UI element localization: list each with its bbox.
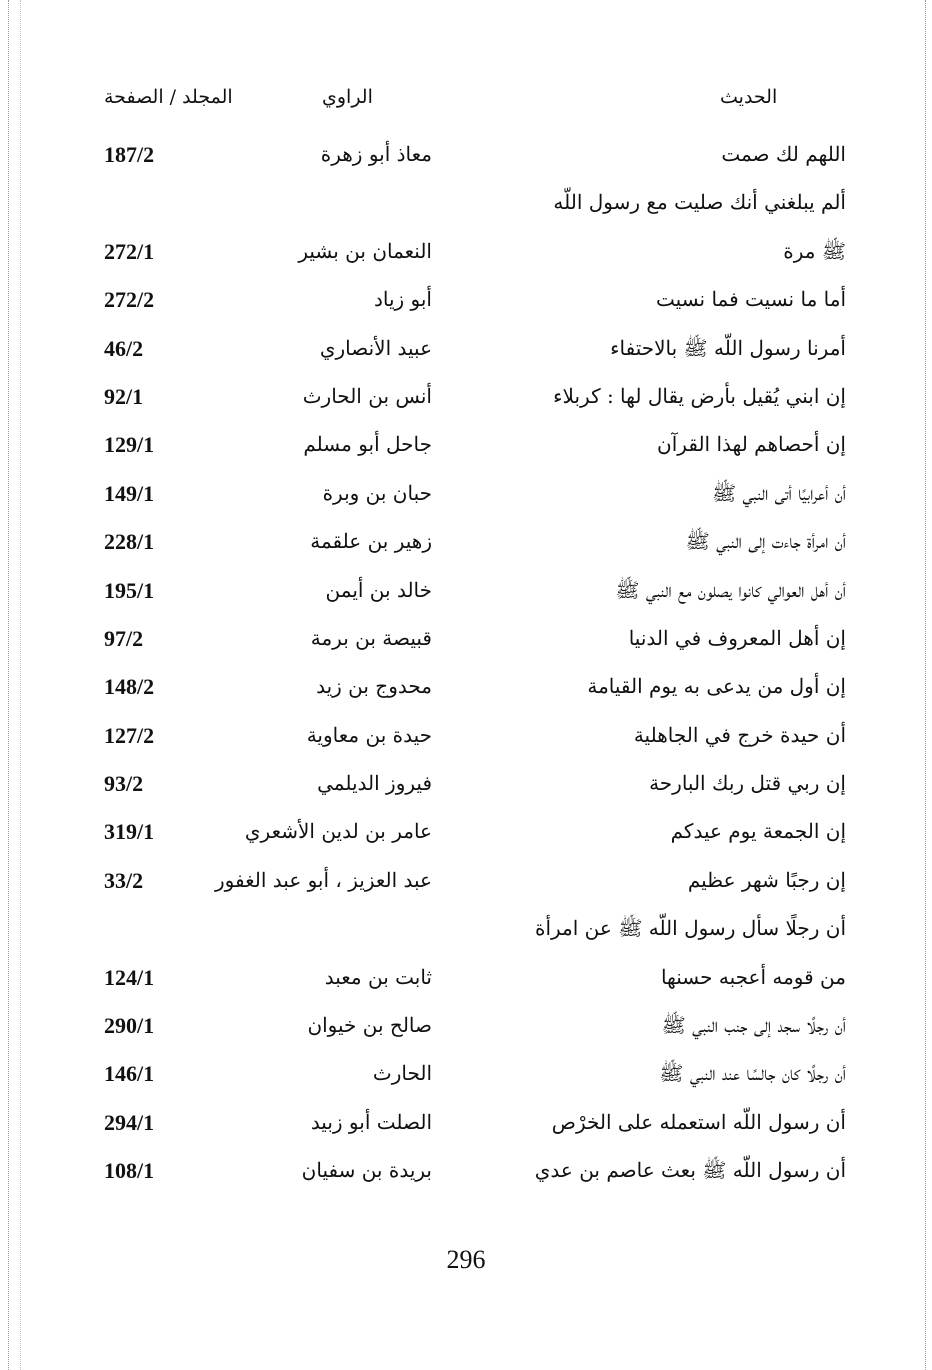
narrator-name: عامر بن لدين الأشعري [244, 819, 432, 844]
volume-page-ref: 33/2 [104, 867, 144, 893]
narrator-name: زهير بن علقمة [310, 529, 432, 554]
volume-page-ref: 108/1 [104, 1158, 155, 1184]
hadith-text: إن ابني يُقيل بأرض يقال لها : كربلاء [553, 383, 846, 408]
hadith-text: إن أول من يدعى به يوم القيامة [587, 674, 846, 699]
volume-page-ref: 319/1 [104, 819, 155, 845]
narrator-name: الصلت أبو زبيد [310, 1109, 432, 1134]
table-row [0, 1104, 932, 1152]
volume-page-ref: 146/1 [104, 1061, 155, 1087]
volume-page-ref: 97/2 [104, 625, 144, 651]
volume-page-ref: 187/2 [104, 142, 155, 167]
volume-page-ref: 129/1 [104, 432, 155, 458]
volume-page-ref: 46/2 [104, 335, 144, 361]
hadith-text: اللهم لك صمت [721, 142, 846, 166]
hadith-text: أن أهل العوالي كانوا يصلون مع النبي ﷺ [615, 577, 846, 602]
narrator-name: عبيد الأنصاري [319, 335, 432, 360]
volume-page-ref: 124/1 [104, 964, 155, 990]
narrator-name: ثابت بن معبد [324, 964, 432, 989]
narrator-name: أنس بن الحارث [302, 383, 432, 408]
header-volume-page: المجلد / الصفحة [104, 86, 233, 108]
table-row [0, 717, 932, 765]
narrator-name: الحارث [372, 1061, 432, 1086]
volume-page-ref: 272/1 [104, 238, 155, 264]
volume-page-ref: 290/1 [104, 1013, 155, 1039]
hadith-text: إن الجمعة يوم عيدكم [670, 819, 846, 844]
hadith-text: أن رجلًا سجد إلى جنب النبي ﷺ [661, 1013, 846, 1038]
table-row [0, 572, 932, 620]
table-row [0, 1055, 932, 1103]
table-row [0, 910, 932, 958]
hadith-text: أن رسول اللّه ﷺ بعث عاصم بن عدي [534, 1158, 846, 1183]
hadith-text: إن أهل المعروف في الدنيا [628, 625, 846, 650]
table-row [0, 184, 932, 232]
narrator-name: النعمان بن بشير [298, 238, 432, 263]
table-row [0, 281, 932, 329]
hadith-index-table [0, 136, 932, 1201]
volume-page-ref: 127/2 [104, 722, 155, 748]
hadith-text: من قومه أعجبه حسنها [660, 964, 846, 989]
table-row [0, 765, 932, 813]
hadith-text: أن امرأة جاءت إلى النبي ﷺ [685, 529, 846, 554]
narrator-name: أبو زياد [373, 287, 432, 312]
page-number: 296 [446, 1245, 486, 1274]
narrator-name: بريدة بن سفيان [301, 1158, 432, 1183]
hadith-text: أن رسول اللّه استعمله على الخرْص [551, 1109, 846, 1134]
narrator-name: فيروز الديلمي [317, 771, 432, 796]
table-row [0, 862, 932, 910]
hadith-text: أن رجلًا سأل رسول اللّه ﷺ عن امرأة [534, 916, 846, 941]
table-row [0, 523, 932, 571]
header-hadith: الحديث [720, 86, 778, 108]
table-row [0, 1152, 932, 1200]
table-header [0, 86, 932, 116]
narrator-name: معاذ أبو زهرة [320, 142, 432, 166]
hadith-text: أمرنا رسول اللّه ﷺ بالاحتفاء [610, 335, 846, 360]
hadith-text: أما ما نسيت فما نسيت [656, 287, 846, 312]
hadith-text: أن رجلًا كان جالسًا عند النبي ﷺ [659, 1061, 846, 1086]
table-row [0, 330, 932, 378]
hadith-text: أن أعرابيًا أتى النبي ﷺ [711, 480, 846, 505]
narrator-name: قبيصة بن برمة [310, 625, 432, 650]
volume-page-ref: 92/1 [104, 383, 144, 409]
volume-page-ref: 195/1 [104, 577, 155, 603]
table-row [0, 136, 932, 184]
narrator-name: محدوج بن زيد [316, 674, 432, 699]
table-row [0, 959, 932, 1007]
hadith-text: أن حيدة خرج في الجاهلية [633, 722, 846, 747]
narrator-name: صالح بن خيوان [307, 1013, 432, 1038]
narrator-name: حبان بن وبرة [322, 480, 432, 505]
volume-page-ref: 149/1 [104, 480, 155, 506]
volume-page-ref: 228/1 [104, 529, 155, 555]
table-row [0, 426, 932, 474]
table-row [0, 668, 932, 716]
volume-page-ref: 148/2 [104, 674, 155, 700]
volume-page-ref: 272/2 [104, 287, 155, 313]
table-row [0, 1007, 932, 1055]
narrator-name: عبد العزيز ، أبو عبد الغفور [215, 867, 432, 892]
table-row [0, 813, 932, 861]
hadith-text: ألم يبلغني أنك صليت مع رسول اللّه [553, 190, 846, 215]
volume-page-ref: 294/1 [104, 1109, 155, 1135]
volume-page-ref: 93/2 [104, 771, 144, 797]
hadith-text: إن ربي قتل ربك البارحة [649, 771, 846, 796]
table-row [0, 378, 932, 426]
table-row [0, 475, 932, 523]
hadith-text: ﷺ مرة [783, 238, 846, 263]
table-row [0, 233, 932, 281]
hadith-text: إن رجبًا شهر عظيم [687, 867, 846, 892]
narrator-name: حيدة بن معاوية [306, 722, 432, 747]
header-narrator: الراوي [322, 86, 373, 108]
hadith-text: إن أحصاهم لهذا القرآن [657, 432, 846, 457]
narrator-name: خالد بن أيمن [325, 577, 432, 602]
table-row [0, 620, 932, 668]
narrator-name: جاحل أبو مسلم [303, 432, 432, 457]
